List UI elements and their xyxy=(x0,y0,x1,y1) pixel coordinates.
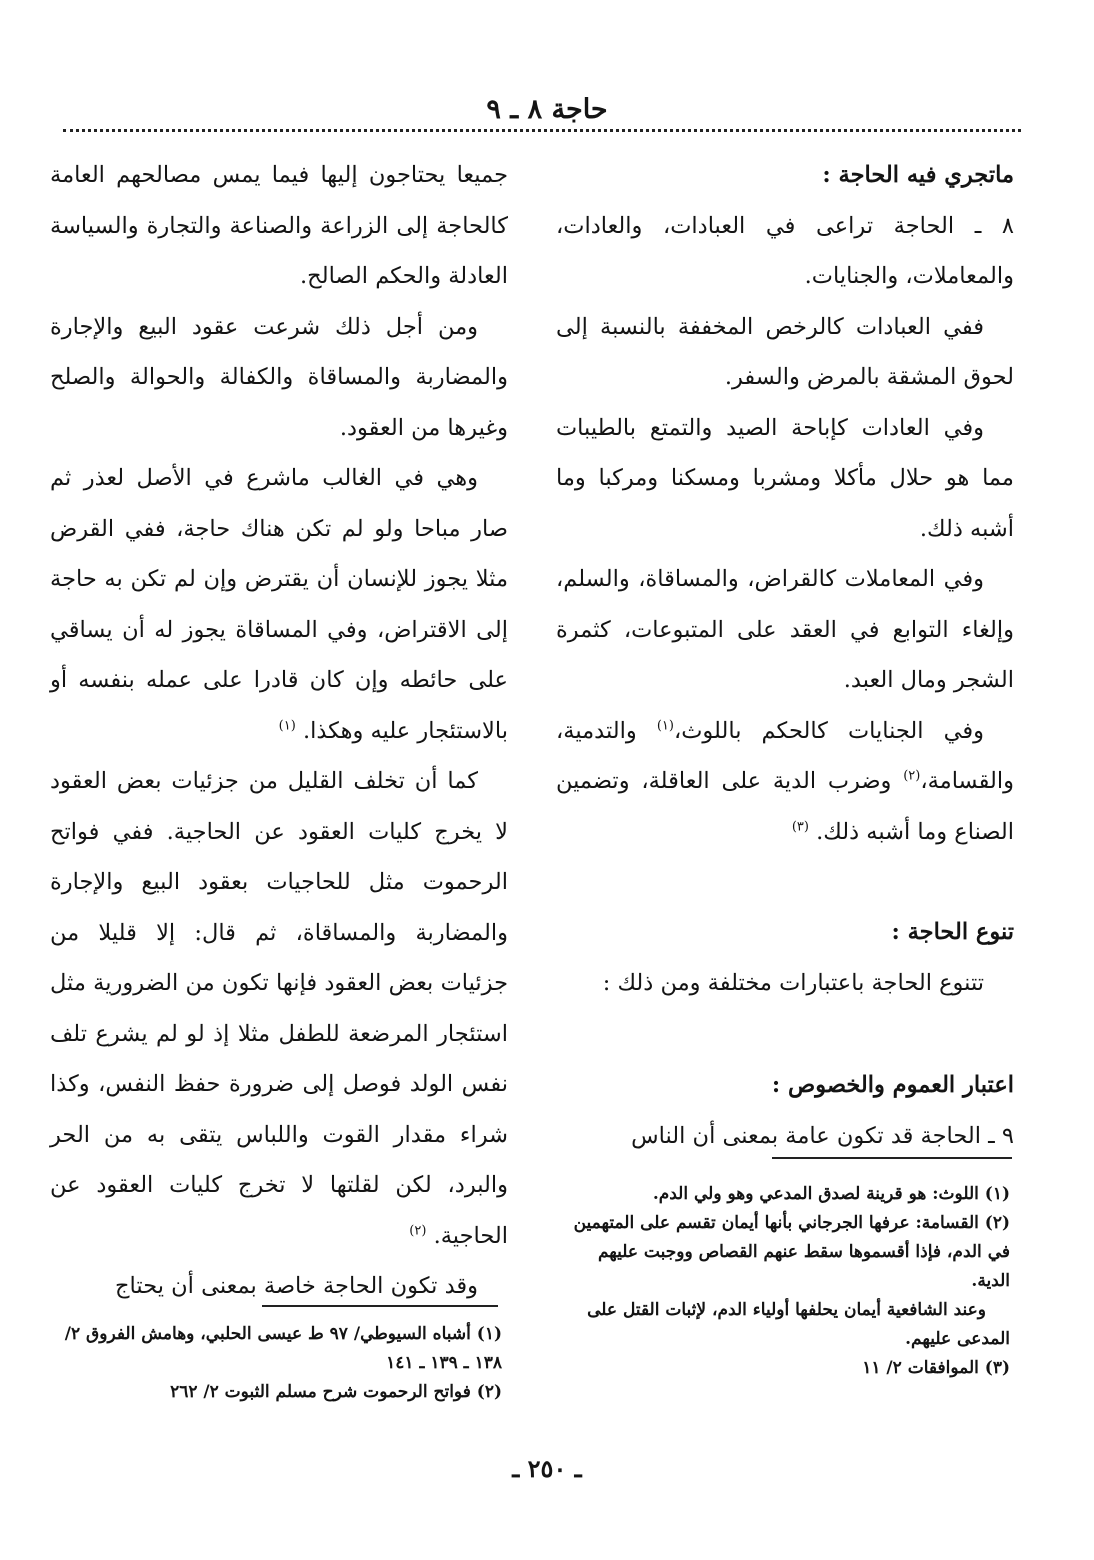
footnote-reference[interactable]: (٢) xyxy=(409,1223,427,1238)
footnote-item-continuation: وعند الشافعية أيمان يحلفها أولياء الدم، لإثبات القتل على المدعى عليهم. xyxy=(587,1300,1010,1349)
paragraph: ٨ ـ الحاجة تراعى في العبادات، والعادات، والمعاملات، والجنايات. xyxy=(556,212,1014,289)
header-dotted-divider xyxy=(63,129,1021,132)
paragraph: تتنوع الحاجة باعتبارات مختلفة ومن ذلك : xyxy=(602,969,984,996)
footnote-item: (٢) القسامة: عرفها الجرجاني بأنها أيمان تقسم على المتهمين في الدم، فإذا أقسموها سقط عنهم القصاص ووجبت عليهم الدية. xyxy=(573,1213,1010,1291)
paragraph: وفي المعاملات كالقراض، والمساقاة، والسلم، وإلغاء التوابع في العقد على المتبوعات، كثمرة الشجر ومال العبد. xyxy=(556,566,1014,693)
footnote-reference[interactable]: (٣) xyxy=(791,819,809,834)
footnote-item: (١) أشباه السيوطي/ ٩٧ ط عيسى الحلبي، وهامش الفروق ٢/ ١٣٨ ـ ١٣٩ ـ ١٤١ xyxy=(64,1324,502,1373)
footnote-separator xyxy=(262,1305,498,1307)
text-segment: والتدمية، والقسامة، xyxy=(556,717,1014,794)
page-number-text: ـ ٢٥٠ ـ xyxy=(512,1454,582,1483)
spacer xyxy=(556,857,1014,907)
footnotes-left xyxy=(50,1320,502,1407)
paragraph: وقد تكون الحاجة خاصة بمعنى أن يحتاج xyxy=(115,1273,478,1299)
footnote-reference[interactable]: (١) xyxy=(656,718,674,733)
paragraph: ففي العبادات كالرخص المخففة بالنسبة إلى لحوق المشقة بالمرض والسفر. xyxy=(556,313,1014,390)
footnote-item: (١) اللوث: هو قرينة لصدق المدعي وهو ولي الدم. xyxy=(652,1184,1010,1204)
paragraph-with-reference xyxy=(50,453,508,756)
paragraph-with-references xyxy=(556,706,1014,858)
footnote-reference[interactable]: (١) xyxy=(278,718,296,733)
paragraph-with-reference xyxy=(50,756,508,1261)
paragraph: وفي العادات كإباحة الصيد والتمتع بالطيبات مما هو حلال مأكلا ومشربا ومسكنا ومركبا وما أشبه ذلك. xyxy=(556,414,1014,542)
page-number xyxy=(0,1454,1094,1483)
section-heading-needs-scope: ماتجري فيه الحاجة : xyxy=(822,162,1014,188)
footnotes-right xyxy=(556,1180,1010,1383)
text-segment: كما أن تخلف القليل من جزئيات بعض العقود لا يخرج كليات العقود عن الحاجية. ففي فواتح الرحموت مثل للحاجيات بعقود البيع والإجارة والمضاربة والمساقاة، ثم قال: إلا قليلا من جزئيات بعض العقود فإنها تكون من الضرورية مثل استئجار المرضعة للطفل مثلا إذ لو لم يشرع تلف نفس الولد فوصل إلى ضرورة حفظ النفس، وكذا شراء مقدار القوت واللباس يتقى به من الحر والبرد، لكن لقلتها لا تخرج كليات العقود عن الحاجية. xyxy=(50,768,508,1249)
paragraph: ٩ ـ الحاجة قد تكون عامة بمعنى أن الناس xyxy=(631,1122,1014,1149)
section-heading-general-specific: اعتبار العموم والخصوص : xyxy=(771,1072,1014,1098)
text-segment: وضرب الدية على العاقلة، وتضمين الصناع وما أشبه ذلك. xyxy=(556,768,1014,845)
footnote-item: (٢) فواتح الرحموت شرح مسلم الثبوت ٢/ ٢٦٢ xyxy=(170,1382,502,1402)
running-header xyxy=(0,92,1094,128)
spacer xyxy=(556,1008,1014,1060)
text-segment: وهي في الغالب ماشرع في الأصل لعذر ثم صار مباحا ولو لم تكن هناك حاجة، ففي القرض مثلا يجوز للإنسان أن يقترض وإن لم تكن به حاجة إلى الاقتراض، وفي المساقاة يجوز له أن يساقي على حائطه وإن كان قادرا على عمله بنفسه أو بالاستئجار عليه وهكذا. xyxy=(50,465,508,744)
footnote-separator xyxy=(772,1157,1012,1159)
paragraph: ومن أجل ذلك شرعت عقود البيع والإجارة والمضاربة والمساقاة والكفالة والحوالة والصلح وغيرها من العقود. xyxy=(50,313,508,441)
right-column xyxy=(556,150,1014,1161)
running-header-title: حاجة ٨ ـ ٩ xyxy=(486,94,608,125)
section-heading-needs-types: تنوع الحاجة : xyxy=(891,919,1014,945)
footnote-item: (٣) الموافقات ٢/ ١١ xyxy=(862,1358,1010,1378)
paragraph: جميعا يحتاجون إليها فيما يمس مصالحهم العامة كالحاجة إلى الزراعة والصناعة والتجارة والسياسة العادلة والحكم الصالح. xyxy=(50,162,508,289)
left-column xyxy=(50,150,508,1312)
footnote-reference[interactable]: (٢) xyxy=(903,768,921,784)
text-segment: وفي الجنايات كالحكم باللوث، xyxy=(673,717,984,744)
